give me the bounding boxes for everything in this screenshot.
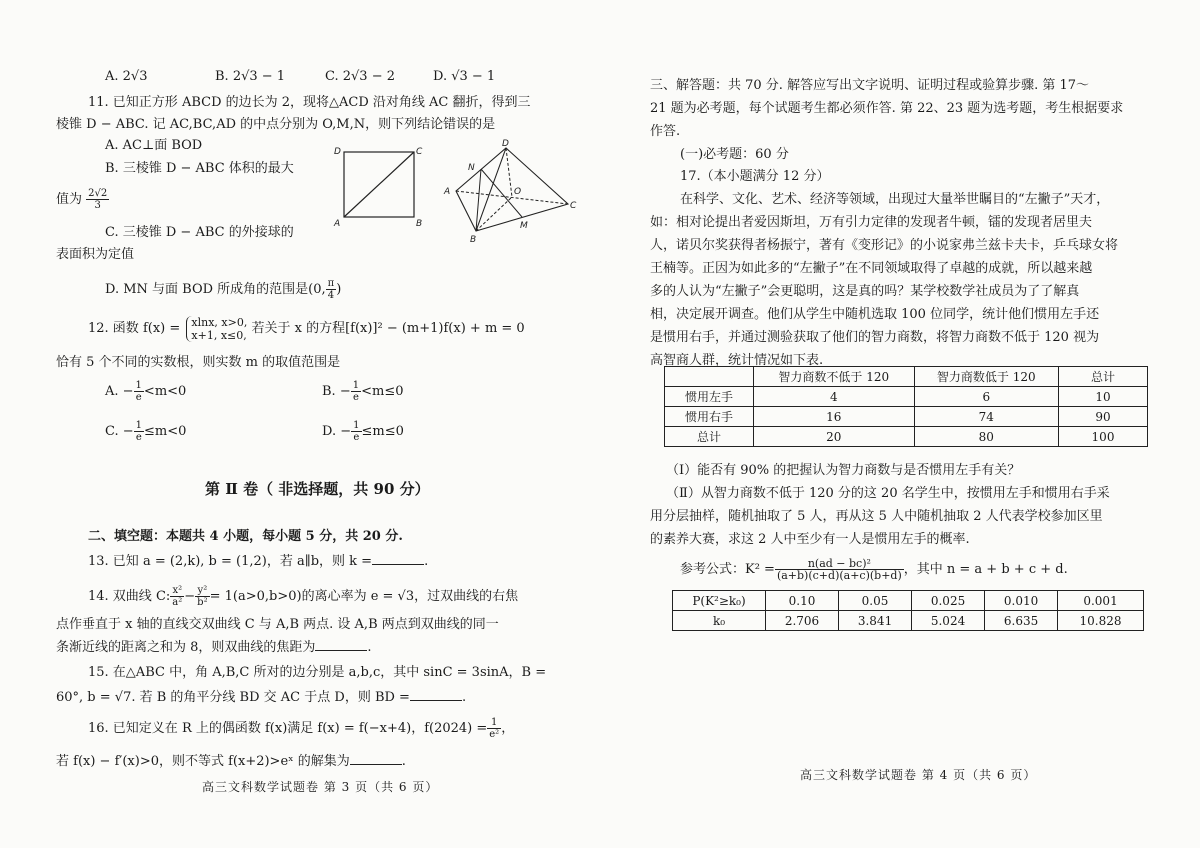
- table-cell: 0.001: [1058, 591, 1144, 611]
- q10-options: [105, 68, 495, 86]
- answer-blank: [372, 552, 424, 565]
- option-fraction: [351, 380, 361, 403]
- table-row: [673, 591, 1144, 611]
- table-cell: 0.05: [839, 591, 912, 611]
- option-fraction: [134, 380, 144, 403]
- square-label-d: D: [334, 147, 341, 157]
- fraction-denominator: b²: [197, 597, 208, 608]
- q17-line: 人，诺贝尔奖获得者杨振宁，著有《变形记》的小说家弗兰兹卡夫卡，乒乓球女将: [650, 238, 1119, 253]
- q12-option-d: [322, 420, 404, 443]
- q17-part1: （Ⅰ）能否有 90% 的把握认为智力商数与是否惯用左手有关？: [666, 463, 1021, 478]
- table-cell: k₀: [673, 611, 766, 631]
- reference-formula: [680, 556, 1068, 584]
- fraction-denominator: e: [135, 432, 142, 443]
- q15-line2: 60°, b = √7. 若 B 的角平分线 BD 交 AC 于点 D，则 BD = .: [56, 690, 467, 705]
- table-cell: 总计: [665, 427, 754, 447]
- q11-option-d: [105, 278, 341, 301]
- table-header-cell: 总计: [1059, 367, 1148, 387]
- table-cell: 16: [754, 407, 915, 427]
- option-suffix: ≤m<0: [144, 424, 187, 439]
- option-suffix: ≤m≤0: [361, 424, 404, 439]
- formula-suffix: ，其中 n = a + b + c + d.: [903, 562, 1068, 577]
- page-footer-left: 高三文科数学试题卷 第 3 页（共 6 页）: [202, 780, 439, 794]
- section3-line2: 21 题为必考题，每个试题考生都必须作答. 第 22、23 题为选考题，考生根据要求: [650, 101, 1124, 116]
- q16-line2: 若 f(x) − f′(x)>0，则不等式 f(x+2)>eˣ 的解集为 .: [56, 754, 406, 769]
- required-heading: (一)必考题：60 分: [680, 147, 789, 162]
- section3-line1: 三、解答题：共 70 分. 解答应写出文字说明、证明过程或验算步骤. 第 17～: [650, 78, 1090, 93]
- answer-blank: [315, 638, 367, 651]
- square-label-a: A: [334, 219, 341, 229]
- q11-line2: 棱锥 D − ABC. 记 AC,BC,AD 的中点分别为 O,M,N，则下列结论错误的是: [56, 117, 496, 132]
- q12-case1: xlnx, x>0,: [191, 315, 248, 329]
- q17-line: 相，决定展开调查。他们从学生中随机选取 100 位同学，统计他们惯用左手还: [650, 307, 1100, 322]
- table-cell: 10: [1059, 387, 1148, 407]
- fraction-numerator: n(ad − bc)²: [775, 558, 904, 570]
- pyramid-label-c: C: [570, 201, 577, 211]
- table-cell: 0.010: [985, 591, 1058, 611]
- table-cell: 5.024: [912, 611, 985, 631]
- option-suffix: <m<0: [143, 384, 187, 399]
- table-cell: 3.841: [839, 611, 912, 631]
- table-header-row: [665, 367, 1148, 387]
- table-cell: 4: [754, 387, 915, 407]
- option-prefix: B. −: [322, 384, 351, 399]
- q14-line3-text: 条渐近线的距离之和为 8，则双曲线的焦距为: [56, 640, 316, 655]
- formula-prefix: 参考公式：K² =: [680, 562, 775, 577]
- fraction-denominator: e: [135, 392, 142, 403]
- q11-option-c-line2: 表面积为定值: [56, 247, 135, 262]
- answer-blank: [410, 688, 462, 701]
- option-prefix: A. −: [105, 384, 134, 399]
- fraction-denominator: 3: [94, 200, 101, 211]
- q12-piecewise: [186, 316, 247, 342]
- table-header-cell: 智力商数不低于 120: [754, 367, 915, 387]
- fraction-numerator: 1: [135, 420, 143, 431]
- q11-option-a: A. AC⊥面 BOD: [105, 138, 203, 153]
- fraction-denominator: e: [353, 432, 360, 443]
- table-cell: [665, 367, 754, 387]
- q10-option-a: A. 2√3: [105, 69, 148, 84]
- segment-nb: [476, 169, 481, 231]
- q17-part2-line: （Ⅱ）从智力商数不低于 120 分的这 20 名学生中，按惯用左手和惯用右手采: [666, 486, 1110, 501]
- q17-line: 多的人认为“左撇子”会更聪明，这是真的吗？某学校数学社成员为了了解真: [650, 284, 1080, 299]
- option-fraction: [134, 420, 144, 443]
- q17-line: 王楠等。正因为如此多的“左撇子”在不同领域取得了卓越的成就，所以越来越: [650, 261, 1093, 276]
- table-cell: 80: [914, 427, 1058, 447]
- q10-option-b: B. 2√3 − 1: [215, 69, 286, 84]
- pyramid-label-o: O: [514, 187, 522, 197]
- table-cell: 74: [914, 407, 1058, 427]
- table-cell: 0.025: [912, 591, 985, 611]
- q11-option-b-line1: B. 三棱锥 D − ABC 体积的最大: [105, 161, 294, 176]
- q16-line2-text: 若 f(x) − f′(x)>0，则不等式 f(x+2)>eˣ 的解集为: [56, 754, 350, 769]
- table-cell: 惯用右手: [665, 407, 754, 427]
- option-prefix: C. −: [105, 424, 134, 439]
- q11-option-d-text: D. MN 与面 BOD 所成角的范围是(0,: [105, 282, 326, 297]
- section3-line3: 作答.: [650, 124, 681, 139]
- option-suffix: <m≤0: [361, 384, 404, 399]
- fraction-numerator: 1: [487, 717, 501, 729]
- q10-option-c: C. 2√3 − 2: [325, 69, 396, 84]
- fraction-numerator: π: [327, 278, 335, 289]
- q11-option-b-prefix: 值为: [56, 192, 83, 207]
- q13: 13. 已知 a = (2,k), b = (1,2)，若 a∥b，则 k = .: [88, 554, 429, 569]
- minus-sign: −: [184, 589, 196, 604]
- square-diagonal: [344, 152, 414, 217]
- right-page: [600, 0, 1200, 848]
- q12-line1: [88, 314, 525, 344]
- answer-blank: [350, 752, 402, 765]
- q17-line: 在科学、文化、艺术、经济等领域，出现过大量举世瞩目的“左撇子”天才，: [680, 192, 1110, 207]
- q14-fraction-y: [195, 585, 209, 608]
- table-cell: 2.706: [766, 611, 839, 631]
- table-row: [665, 427, 1148, 447]
- q11-option-b-line2: [56, 188, 109, 211]
- table-cell: 20: [754, 427, 915, 447]
- option-fraction: [351, 420, 361, 443]
- q12-case2: x+1, x≤0,: [191, 328, 247, 342]
- fraction-numerator: 2√2: [88, 188, 108, 199]
- fraction-denominator: a²: [172, 597, 183, 608]
- page-footer-right: 高三文科数学试题卷 第 4 页（共 6 页）: [800, 768, 1037, 782]
- square-label-c: C: [416, 147, 423, 157]
- q14-line2: 点作垂直于 x 轴的直线交双曲线 C 与 A,B 两点. 设 A,B 两点到双曲线的同一: [56, 617, 499, 632]
- q14-fraction-x: [170, 585, 184, 608]
- fraction-numerator: 1: [135, 380, 142, 391]
- fraction-denominator: 4: [327, 290, 335, 301]
- q16-text: 16. 已知定义在 R 上的偶函数 f(x)满足 f(x) = f(−x+4)，f(2024) =: [88, 721, 488, 736]
- q12-option-a: [105, 380, 186, 403]
- fraction-numerator: 1: [353, 420, 360, 431]
- table-cell: 惯用左手: [665, 387, 754, 407]
- q11-option-d-end: ): [336, 282, 342, 297]
- square-label-b: B: [416, 219, 423, 229]
- q11-option-d-fraction: [326, 278, 337, 301]
- option-prefix: D. −: [322, 424, 352, 439]
- q16-line1: [88, 716, 514, 742]
- fraction-numerator: y²: [195, 585, 209, 597]
- table-header-cell: 智力商数低于 120: [914, 367, 1058, 387]
- q15-line2-text: 60°, b = √7. 若 B 的角平分线 BD 交 AC 于点 D，则 BD =: [56, 690, 410, 705]
- q17-heading: 17.（本小题满分 12 分）: [680, 169, 830, 184]
- pyramid-outline: [456, 148, 568, 231]
- fraction-denominator: e²: [489, 729, 500, 740]
- q17-line: 高智商人群，统计情况如下表.: [650, 353, 824, 368]
- q14-line1: [88, 584, 518, 610]
- q16-end: ，: [501, 721, 515, 736]
- q13-text: 13. 已知 a = (2,k), b = (1,2)，若 a∥b，则 k =: [88, 554, 373, 569]
- fraction-denominator: (a+b)(c+d)(a+c)(b+d): [776, 569, 902, 582]
- table-cell: 6: [914, 387, 1058, 407]
- pyramid-label-a: A: [444, 187, 451, 197]
- fraction-numerator: 1: [352, 380, 360, 391]
- table-cell: 6.635: [985, 611, 1058, 631]
- q12-prefix: 12. 函数 f(x) =: [88, 321, 181, 336]
- table-cell: 0.10: [766, 591, 839, 611]
- fraction-numerator: x²: [170, 585, 184, 597]
- q10-option-d: D. √3 − 1: [433, 69, 496, 84]
- q17-part2-line: 的素养大赛，求这 2 人中至少有一人是惯用左手的概率.: [650, 532, 970, 547]
- table-cell: 100: [1059, 427, 1148, 447]
- fill-in-section-heading: 二、填空题：本题共 4 小题，每小题 5 分，共 20 分.: [88, 529, 403, 544]
- q11-option-c-line1: C. 三棱锥 D − ABC 的外接球的: [105, 225, 294, 240]
- edge-do: [506, 148, 512, 197]
- pyramid-label-n: N: [468, 163, 475, 173]
- q17-part2-line: 用分层抽样，随机抽取了 5 人，再从这 5 人中随机抽取 2 人代表学校参加区里: [650, 509, 1103, 524]
- q12-option-b: [322, 380, 403, 403]
- q12-line2: 恰有 5 个不同的实数根，则实数 m 的取值范围是: [56, 355, 341, 370]
- pyramid-figure: [438, 136, 588, 246]
- table-cell: 90: [1059, 407, 1148, 427]
- pyramid-label-m: M: [520, 221, 528, 231]
- part2-title: 第 Ⅱ 卷（ 非选择题，共 90 分）: [205, 480, 430, 498]
- q11-option-b-fraction: [86, 188, 109, 211]
- q17-line: 是惯用右手，并通过测验获取了他们的智力商数，将智力商数不低于 120 视为: [650, 330, 1100, 345]
- table-row: [673, 611, 1144, 631]
- square-figure: [330, 142, 430, 230]
- q17-line: 如：相对论提出者爱因斯坦，万有引力定律的发现者牛顿，镭的发现者居里夫: [650, 215, 1093, 230]
- contingency-table: [664, 366, 1148, 447]
- q16-fraction: [487, 717, 501, 740]
- q15-line1: 15. 在△ABC 中，角 A,B,C 所对的边分别是 a,b,c，其中 sinC = 3sinA，B =: [88, 665, 547, 680]
- q14-text: = 1(a>0,b>0)的离心率为 e = √3，过双曲线的右焦: [209, 589, 519, 604]
- q14-line3: 条渐近线的距离之和为 8，则双曲线的焦距为 .: [56, 640, 372, 655]
- q12-option-c: [105, 420, 186, 443]
- table-row: [665, 387, 1148, 407]
- table-cell: P(K²≥k₀): [673, 591, 766, 611]
- formula-fraction: [775, 558, 904, 581]
- critical-value-table: [672, 590, 1144, 631]
- q14-prefix: 14. 双曲线 C:: [88, 589, 171, 604]
- q12-equation: 若关于 x 的方程[f(x)]² − (m+1)f(x) + m = 0: [251, 321, 525, 336]
- table-cell: 10.828: [1058, 611, 1144, 631]
- table-row: [665, 407, 1148, 427]
- pyramid-label-b: B: [470, 235, 477, 245]
- q11-line1: 11. 已知正方形 ABCD 的边长为 2，现将△ACD 沿对角线 AC 翻折，得到三: [88, 95, 531, 110]
- pyramid-label-d: D: [502, 139, 509, 149]
- fraction-denominator: e: [352, 392, 359, 403]
